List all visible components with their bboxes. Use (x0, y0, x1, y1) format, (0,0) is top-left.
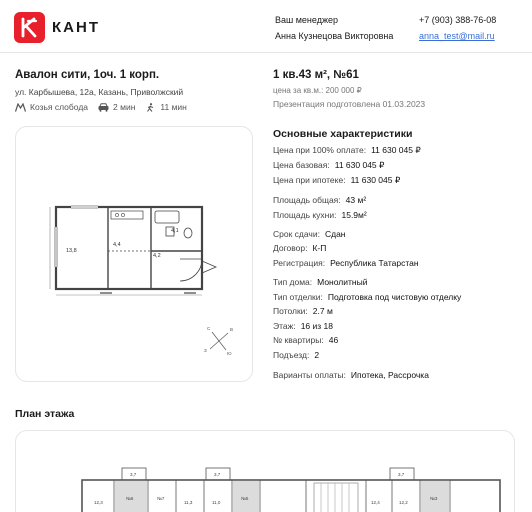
floor-unit-label: 12,4 (371, 500, 380, 505)
room-label-hall: 4,2 (153, 253, 161, 259)
logo-k-icon (14, 12, 45, 43)
floor-unit-label: 12,3 (94, 500, 103, 505)
walk-time: 11 мин (160, 102, 187, 112)
balcony-label: 3,7 (214, 472, 221, 477)
char-apt-number: № квартиры: 46 (273, 335, 339, 345)
floor-plan-card (15, 430, 515, 512)
room-label-bathroom: 4,1 (171, 228, 179, 234)
header-divider (0, 52, 532, 53)
manager-name: Анна Кузнецова Викторовна (275, 31, 394, 41)
floor-plan-title: План этажа (15, 408, 75, 420)
car-time: 2 мин (113, 102, 136, 112)
char-contract: Договор: К-П (273, 243, 327, 253)
apartment-floorplan (16, 127, 254, 383)
floor-plan-drawing (16, 431, 515, 512)
char-price-base: Цена базовая: 11 630 045 ₽ (273, 160, 385, 170)
floor-unit-label: №7 (157, 496, 165, 501)
char-area-total: Площадь общая: 43 м² (273, 195, 367, 205)
car-icon (98, 103, 109, 112)
char-ceilings: Потолки: 2.7 м (273, 306, 333, 316)
svg-text:В: В (230, 327, 234, 332)
brand-name: КАНТ (52, 19, 100, 36)
metro-station: Козья слобода (30, 102, 89, 112)
floor-unit-label: №3 (430, 496, 438, 501)
char-area-kitchen: Площадь кухни: 15.9м² (273, 210, 367, 220)
char-registration: Регистрация: Республика Татарстан (273, 258, 419, 268)
char-floor: Этаж: 16 из 18 (273, 321, 333, 331)
floor-unit-label: 11,0 (212, 500, 221, 505)
svg-text:З: З (204, 348, 207, 353)
balcony-label: 3,7 (398, 472, 405, 477)
presentation-date: Презентация подготовлена 01.03.2023 (273, 99, 426, 109)
project-name: Авалон сити, 1оч. 1 корп. (15, 69, 160, 81)
project-address: ул. Карбышева, 12а, Казань, Приволжский (15, 87, 184, 97)
apartment-plan-card (15, 126, 253, 382)
char-price-full: Цена при 100% оплате: 11 630 045 ₽ (273, 145, 421, 155)
char-price-mortgage: Цена при ипотеке: 11 630 045 ₽ (273, 175, 401, 185)
char-payment: Варианты оплаты: Ипотека, Рассрочка (273, 370, 429, 380)
room-label-living: 13,8 (66, 248, 77, 254)
floor-unit-label: 11,3 (184, 500, 193, 505)
walking-icon (145, 103, 156, 112)
metro-icon (15, 103, 26, 112)
char-deadline: Срок сдачи: Сдан (273, 229, 346, 239)
header (0, 0, 532, 52)
svg-text:С: С (207, 326, 211, 331)
manager-label: Ваш менеджер (275, 15, 338, 25)
characteristics-title: Основные характеристики (273, 128, 413, 140)
manager-email-link[interactable]: anna_test@mail.ru (419, 31, 495, 41)
svg-text:Ю: Ю (227, 351, 232, 356)
room-label-kitchen: 4,4 (113, 242, 121, 248)
manager-phone[interactable]: +7 (903) 388-76-08 (419, 15, 497, 25)
floor-unit-label: 12,2 (399, 500, 408, 505)
char-finish: Тип отделки: Подготовка под чистовую отделку (273, 292, 462, 302)
project-location-meta (15, 101, 187, 113)
price-per-m2: цена за кв.м.: 200 000 ₽ (273, 86, 362, 95)
apartment-title: 1 кв.43 м², №61 (273, 69, 359, 81)
balcony-label: 3,7 (130, 472, 137, 477)
char-house-type: Тип дома: Монолитный (273, 277, 368, 287)
brand-logo[interactable] (14, 12, 45, 43)
floor-unit-label: №6 (126, 496, 134, 501)
char-entrance: Подъезд: 2 (273, 350, 320, 360)
floor-unit-label: №5 (241, 496, 249, 501)
compass-icon (204, 326, 233, 356)
